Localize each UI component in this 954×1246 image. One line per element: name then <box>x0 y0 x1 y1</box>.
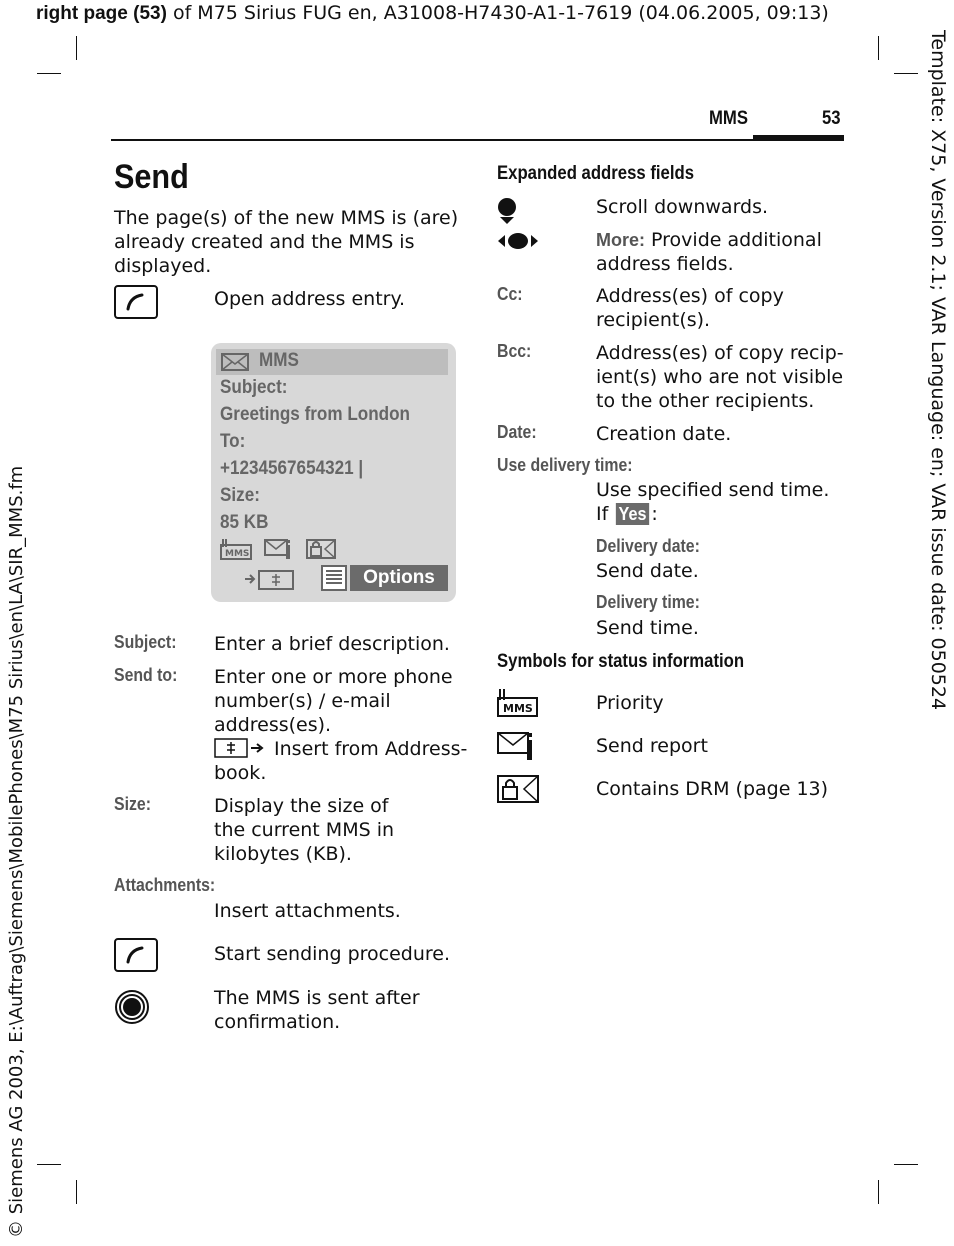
sent-line: confirmation. <box>214 1011 341 1033</box>
cc-line: recipient(s). <box>596 309 711 331</box>
header-bold: right page (53) <box>36 3 167 24</box>
svg-text:MMS: MMS <box>225 549 250 559</box>
sendto-insert-line2: book. <box>214 762 267 784</box>
call-key-icon <box>114 285 158 319</box>
head-rule-tab <box>753 135 844 141</box>
yes-softkey-badge: Yes <box>616 503 649 525</box>
intro-line: The page(s) of the new MMS is (are) <box>114 207 459 229</box>
subject-label: Subject: <box>114 632 177 652</box>
head-rule <box>111 139 844 141</box>
priority-icon <box>497 688 539 718</box>
delivery-time-text: Send time. <box>596 617 699 639</box>
attachments-label: Attachments: <box>114 875 216 895</box>
sendto-text <box>214 665 467 785</box>
intro-line: already created and the MMS is <box>114 231 415 253</box>
send-report-icon <box>264 537 294 561</box>
copyright-sidebar: © Siemens AG 2003, E:\Auftrag\Siemens\MobilePhones\M75 Sirius\en\LA\SIR_MMS.fm <box>6 465 27 1238</box>
more-text-line2: address fields. <box>596 253 734 275</box>
screen-line-size-label: Size: <box>220 485 260 506</box>
size-line: the current MMS in <box>214 819 395 841</box>
send-report-text: Send report <box>596 735 708 757</box>
section-title: Send <box>114 158 189 196</box>
left-right-key-icon <box>497 231 539 251</box>
delivery-text <box>596 478 829 526</box>
crop-mark <box>894 1164 918 1165</box>
size-label: Size: <box>114 794 151 814</box>
priority-text: Priority <box>596 692 664 714</box>
envelope-icon <box>221 352 249 372</box>
screen-line-size-value: 85 KB <box>220 512 269 533</box>
bcc-label: Bcc: <box>497 341 532 361</box>
cc-line: Address(es) of copy <box>596 285 784 307</box>
crop-mark <box>76 36 77 60</box>
cc-label: Cc: <box>497 284 523 304</box>
open-address-text: Open address entry. <box>214 288 406 310</box>
template-sidebar: Template: X75, Version 2.1; VAR Language: en; VAR issue date: 050524 <box>927 30 949 711</box>
screen-line-subject-label: Subject: <box>220 377 288 398</box>
if-text: If <box>596 503 615 525</box>
sent-line: The MMS is sent after <box>214 987 420 1009</box>
crop-mark <box>37 1164 61 1165</box>
delivery-time-label: Delivery time: <box>596 592 700 612</box>
screen-titlebar <box>216 349 448 375</box>
options-softkey[interactable]: Options <box>350 565 448 591</box>
sent-after-text <box>214 986 420 1034</box>
cc-text <box>596 284 784 332</box>
crop-mark <box>37 73 61 74</box>
address-book-arrow-icon <box>214 738 268 758</box>
running-head-section: MMS <box>709 108 749 129</box>
drm-text: Contains DRM (page 13) <box>596 778 829 800</box>
screen-line-to-label: To: <box>220 431 246 452</box>
delivery-date-text: Send date. <box>596 560 699 582</box>
scroll-down-key-icon <box>497 197 517 225</box>
screen-line-to-value: +1234567654321 | <box>220 458 364 479</box>
more-text: Provide additional <box>645 229 822 251</box>
delivery-label: Use delivery time: <box>497 455 633 475</box>
header-rest: of M75 Sirius FUG en, A31008-H7430-A1-1-7619 (04.06.2005, 09:13) <box>166 2 829 24</box>
sendto-insert-text: Insert from Address- <box>268 738 468 760</box>
sendto-label: Send to: <box>114 665 178 685</box>
crop-mark <box>894 73 918 74</box>
subject-text: Enter a brief description. <box>214 633 450 655</box>
crop-mark <box>878 1180 879 1204</box>
size-line: Display the size of <box>214 795 389 817</box>
call-key-icon <box>114 938 158 972</box>
insert-address-book-icon <box>245 569 295 591</box>
drm-icon <box>497 773 541 805</box>
send-report-icon <box>497 730 537 762</box>
bcc-text <box>596 341 844 413</box>
screen-line-subject-value: Greetings from London <box>220 404 410 425</box>
more-label: More: <box>596 230 645 250</box>
center-key-icon <box>114 989 150 1025</box>
intro-paragraph <box>114 206 458 278</box>
bcc-line: ient(s) who are not visible <box>596 366 844 388</box>
delivery-if-line <box>596 502 829 526</box>
scroll-down-text: Scroll downwards. <box>596 196 769 218</box>
attachments-text: Insert attachments. <box>214 900 401 922</box>
date-text: Creation date. <box>596 423 732 445</box>
bcc-line: Address(es) of copy recip- <box>596 342 844 364</box>
start-sending-text: Start sending procedure. <box>214 943 451 965</box>
document-header <box>36 2 829 25</box>
more-definition <box>596 228 822 276</box>
crop-mark <box>76 1180 77 1204</box>
priority-icon <box>220 537 252 561</box>
screen-title: MMS <box>259 350 299 371</box>
delivery-date-label: Delivery date: <box>596 536 700 556</box>
size-text <box>214 794 394 866</box>
drm-icon <box>306 537 338 561</box>
intro-line: displayed. <box>114 255 212 277</box>
list-menu-icon[interactable] <box>321 565 347 591</box>
symbols-heading: Symbols for status information <box>497 651 745 672</box>
crop-mark <box>878 36 879 60</box>
delivery-line: Use specified send time. <box>596 479 830 501</box>
sendto-line: number(s) / e-mail <box>214 690 391 712</box>
sendto-insert-line <box>214 737 467 761</box>
date-label: Date: <box>497 422 537 442</box>
svg-text:MMS: MMS <box>503 702 533 715</box>
sendto-line: Enter one or more phone <box>214 666 453 688</box>
size-line: kilobytes (KB). <box>214 843 352 865</box>
running-head-page-number: 53 <box>822 108 841 129</box>
bcc-line: to the other recipients. <box>596 390 815 412</box>
sendto-line: address(es). <box>214 714 332 736</box>
phone-screen <box>211 343 456 602</box>
expanded-heading: Expanded address fields <box>497 163 694 184</box>
colon: : <box>651 503 658 525</box>
